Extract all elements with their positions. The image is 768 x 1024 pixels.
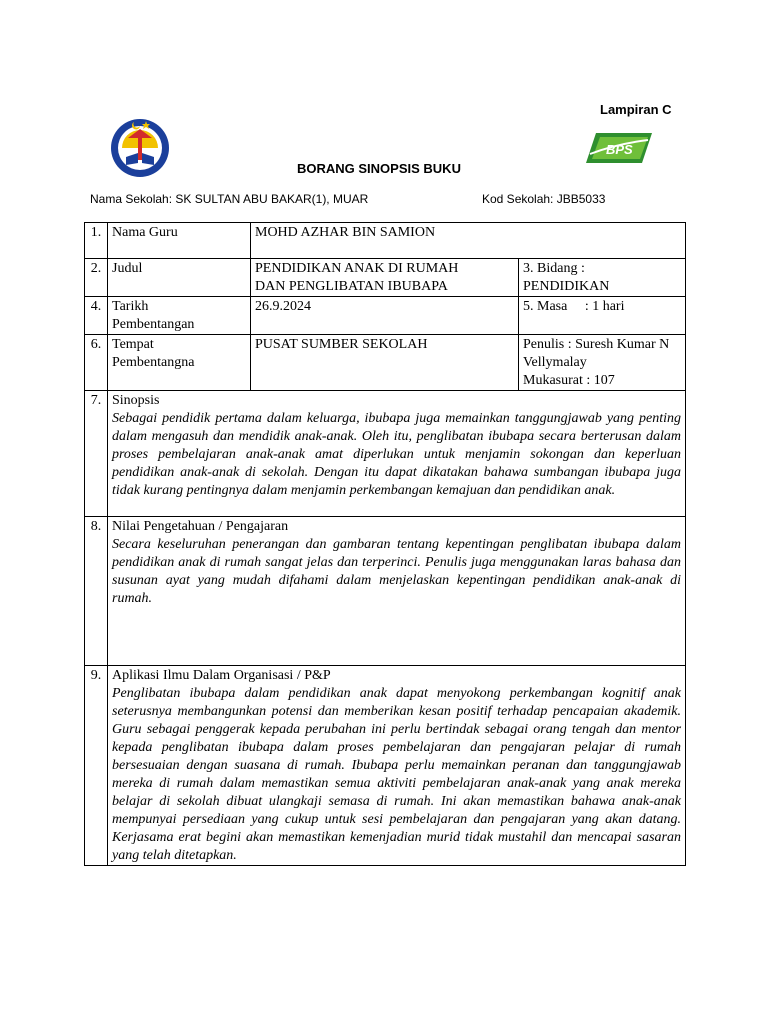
book-info-cell xyxy=(519,335,686,391)
synopsis-text: Sebagai pendidik pertama dalam keluarga, ibubapa juga memainkan tanggungjawab yang penting dalam mengasuh dan mendidik anak-anak. Oleh itu, penglibatan ibubapa secara berterusan dalam proses pembelajaran anak-anak amat diperlukan untuk menjamin sokongan dan keperluan pendidikan anak-anak di sekolah. Dengan itu dapat dikatakan bahawa sumbangan ibubapa juga tidak kurang pentingnya dalam menjamin perkembangan kemajuan dan pendidikan anak. xyxy=(112,411,682,498)
field-value: PENDIDIKAN xyxy=(523,279,610,294)
author-line: Vellymalay xyxy=(523,355,587,370)
row-number: 6. xyxy=(85,335,108,391)
section-heading: Aplikasi Ilmu Dalam Organisasi / P&P xyxy=(112,668,331,683)
row-number: 8. xyxy=(85,517,108,666)
row-synopsis xyxy=(85,391,686,517)
title-value xyxy=(251,259,519,297)
field-cell xyxy=(519,259,686,297)
title-value-line: PENDIDIKAN ANAK DI RUMAH xyxy=(255,261,459,276)
place-label-line: Pembentangna xyxy=(112,355,195,370)
date-value: 26.9.2024 xyxy=(251,297,519,335)
row-title xyxy=(85,259,686,297)
teacher-name-label: Nama Guru xyxy=(108,223,251,259)
row-number: 1. xyxy=(85,223,108,259)
row-number: 2. xyxy=(85,259,108,297)
field-label: 3. Bidang : xyxy=(523,261,585,276)
attachment-label: Lampiran C xyxy=(600,102,672,117)
row-presentation-date xyxy=(85,297,686,335)
row-presentation-place xyxy=(85,335,686,391)
synopsis-form-table xyxy=(84,222,686,866)
title-label: Judul xyxy=(108,259,251,297)
bps-logo-icon xyxy=(586,130,652,166)
school-code: Kod Sekolah: JBB5033 xyxy=(482,192,606,206)
knowledge-cell xyxy=(108,517,686,666)
date-label-line: Tarikh xyxy=(112,299,149,314)
svg-text:BPS: BPS xyxy=(606,142,633,157)
duration-cell: 5. Masa : 1 hari xyxy=(519,297,686,335)
row-number: 9. xyxy=(85,666,108,866)
school-name: Nama Sekolah: SK SULTAN ABU BAKAR(1), MUAR xyxy=(90,192,369,206)
date-label xyxy=(108,297,251,335)
row-number: 7. xyxy=(85,391,108,517)
author-line: Penulis : Suresh Kumar N xyxy=(523,337,670,352)
kpm-crest-icon xyxy=(108,117,172,179)
row-knowledge-value xyxy=(85,517,686,666)
synopsis-cell xyxy=(108,391,686,517)
knowledge-text: Secara keseluruhan penerangan dan gambaran tentang kepentingan penglibatan ibubapa dalam pendidikan anak di rumah sangat jelas dan terperinci. Penulis juga menggunakan laras bahasa dan susunan ayat yang mudah difahami dalam menjelaskan kepentingan pendidikan anak-anak di rumah. xyxy=(112,537,682,606)
place-label-line: Tempat xyxy=(112,337,154,352)
place-label xyxy=(108,335,251,391)
application-text: Penglibatan ibubapa dalam pendidikan anak dapat menyokong perkembangan kognitif anak seterusnya membangunkan potensi dan memberikan kesan positif terhadap pencapaian akademik. Guru sebagai penggerak kepada perubahan ini perlu bertindak sebagai orang tengah dan mentor kepada penglibatan ibubapa dalam proses pembelajaran dan pengajaran pelajar di rumah bersesuaian dengan suasana di rumah. Ibubapa perlu memainkan peranan dan tanggungjawab mereka di rumah dalam memastikan semua aktiviti pembelajaran anak-anak yang anak mereka belajar di sekolah dibuat ulangkaji semasa di rumah. Ini akan memastikan bahawa anak-anak mempunyai persediaan yang cukup untuk sesi pembelajaran dan pengajaran yang akan datang. Kerjasama erat begini akan memastikan kemenjadian murid tidak mustahil dan mencapai sasaran yang telah ditetapkan. xyxy=(112,686,682,863)
date-label-line: Pembentangan xyxy=(112,317,195,332)
row-application xyxy=(85,666,686,866)
page-count: Mukasurat : 107 xyxy=(523,373,615,388)
title-value-line: DAN PENGLIBATAN IBUBAPA xyxy=(255,279,448,294)
row-number: 4. xyxy=(85,297,108,335)
form-title: BORANG SINOPSIS BUKU xyxy=(297,161,461,176)
teacher-name-value: MOHD AZHAR BIN SAMION xyxy=(251,223,686,259)
section-heading: Sinopsis xyxy=(112,393,160,408)
application-cell xyxy=(108,666,686,866)
section-heading: Nilai Pengetahuan / Pengajaran xyxy=(112,519,289,534)
row-teacher-name xyxy=(85,223,686,259)
place-value: PUSAT SUMBER SEKOLAH xyxy=(251,335,519,391)
